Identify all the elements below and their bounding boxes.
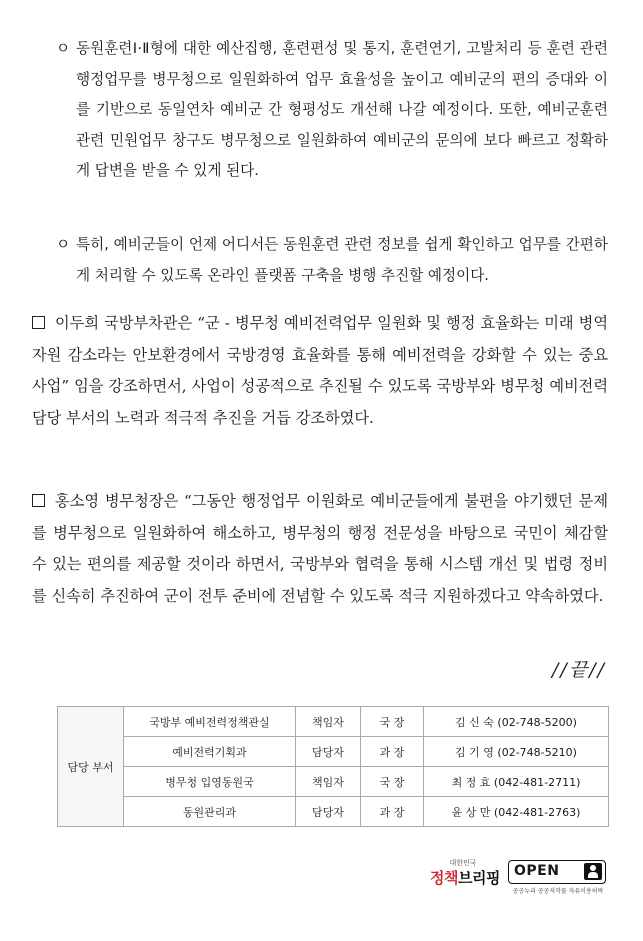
sub-paragraph-platform [56, 230, 608, 291]
person-icon [584, 863, 602, 880]
role-cell: 책임자 [296, 707, 361, 737]
open-license-text: OPEN [514, 863, 560, 879]
checkbox-square-icon [32, 316, 45, 329]
checkbox-square-icon [32, 494, 45, 507]
policy-briefing-logo-red: 정책 [430, 869, 458, 887]
title-cell: 과 장 [361, 737, 424, 767]
table-row [58, 737, 609, 767]
contact-table [57, 706, 609, 827]
policy-briefing-logo-rest: 브리핑 [458, 869, 500, 887]
footer-logos [428, 858, 613, 898]
person-cell: 김 기 영 (02-748-5210) [424, 737, 609, 767]
sub-paragraph-unification [56, 34, 608, 187]
bullet-marker: ㅇ [56, 40, 71, 57]
end-mark: //끝// [552, 659, 606, 681]
org-cell: 국방부 예비전력정책관실 [124, 707, 296, 737]
policy-briefing-logo [428, 867, 502, 888]
dept-label-cell: 담당 부서 [58, 707, 124, 827]
role-cell: 책임자 [296, 767, 361, 797]
person-cell: 최 정 효 (042-481-2711) [424, 767, 609, 797]
open-license-caption: 공공누리 공공저작물 자유이용허락 [512, 888, 604, 895]
title-cell: 과 장 [361, 797, 424, 827]
paragraph-text: 특히, 예비군들이 언제 어디서든 동원훈련 관련 정보를 쉽게 확인하고 업무를 간편하게 처리할 수 있도록 온라인 플랫폼 구축을 병행 추진할 예정이다. [76, 236, 608, 284]
org-cell: 병무청 입영동원국 [124, 767, 296, 797]
paragraph-text: 이두희 국방부차관은 “군 - 병무청 예비전력업무 일원화 및 행정 효율화는 미래 병역자원 감소라는 안보환경에서 국방경영 효율화를 통해 예비전력을 강화할 수 있는 중요사업” 임을 강조하면서, 사업이 성공적으로 추진될 수 있도록 국방부와 병무청 예비전력 담당 부서의 노력과 적극적 추진을 거듭 강조하였다. [32, 314, 608, 427]
title-cell: 국 장 [361, 767, 424, 797]
title-cell: 국 장 [361, 707, 424, 737]
person-cell: 윤 상 만 (042-481-2763) [424, 797, 609, 827]
policy-briefing-logo-caption: 대한민국 [449, 859, 477, 867]
open-license-badge [508, 860, 606, 884]
paragraph-text: 동원훈련Ⅰ·Ⅱ형에 대한 예산집행, 훈련편성 및 통지, 훈련연기, 고발처리 등 훈련 관련 행정업무를 병무청으로 일원화하여 업무 효율성을 높이고 예비군의 편의 증대와 이를 기반으로 동일연차 예비군 간 형평성도 개선해 나갈 예정이다. 또한, 예비군훈련 관련 민원업무 창구도 병무청으로 일원화하여 예비군의 문의에 보다 빠르고 정확하게 답변을 받을 수 있게 된다. [76, 40, 608, 179]
paragraph-vice-minister [32, 308, 608, 434]
paragraph-text: 홍소영 병무청장은 “그동안 행정업무 이원화로 예비군들에게 불편을 야기했던 문제를 병무청으로 일원화하여 해소하고, 병무청의 행정 전문성을 바탕으로 국민이 체감할 수 있는 편의를 제공할 것이라 하면서, 국방부와 협력을 통해 시스템 개선 및 법령 정비를 신속히 추진하여 군이 전투 준비에 전념할 수 있도록 적극 지원하겠다고 약속하였다. [32, 492, 608, 605]
table-row [58, 767, 609, 797]
role-cell: 담당자 [296, 737, 361, 767]
person-cell: 김 신 숙 (02-748-5200) [424, 707, 609, 737]
role-cell: 담당자 [296, 797, 361, 827]
table-row [58, 797, 609, 827]
paragraph-commissioner [32, 486, 608, 612]
bullet-marker: ㅇ [56, 236, 71, 253]
table-row [58, 707, 609, 737]
org-cell: 예비전력기획과 [124, 737, 296, 767]
org-cell: 동원관리과 [124, 797, 296, 827]
